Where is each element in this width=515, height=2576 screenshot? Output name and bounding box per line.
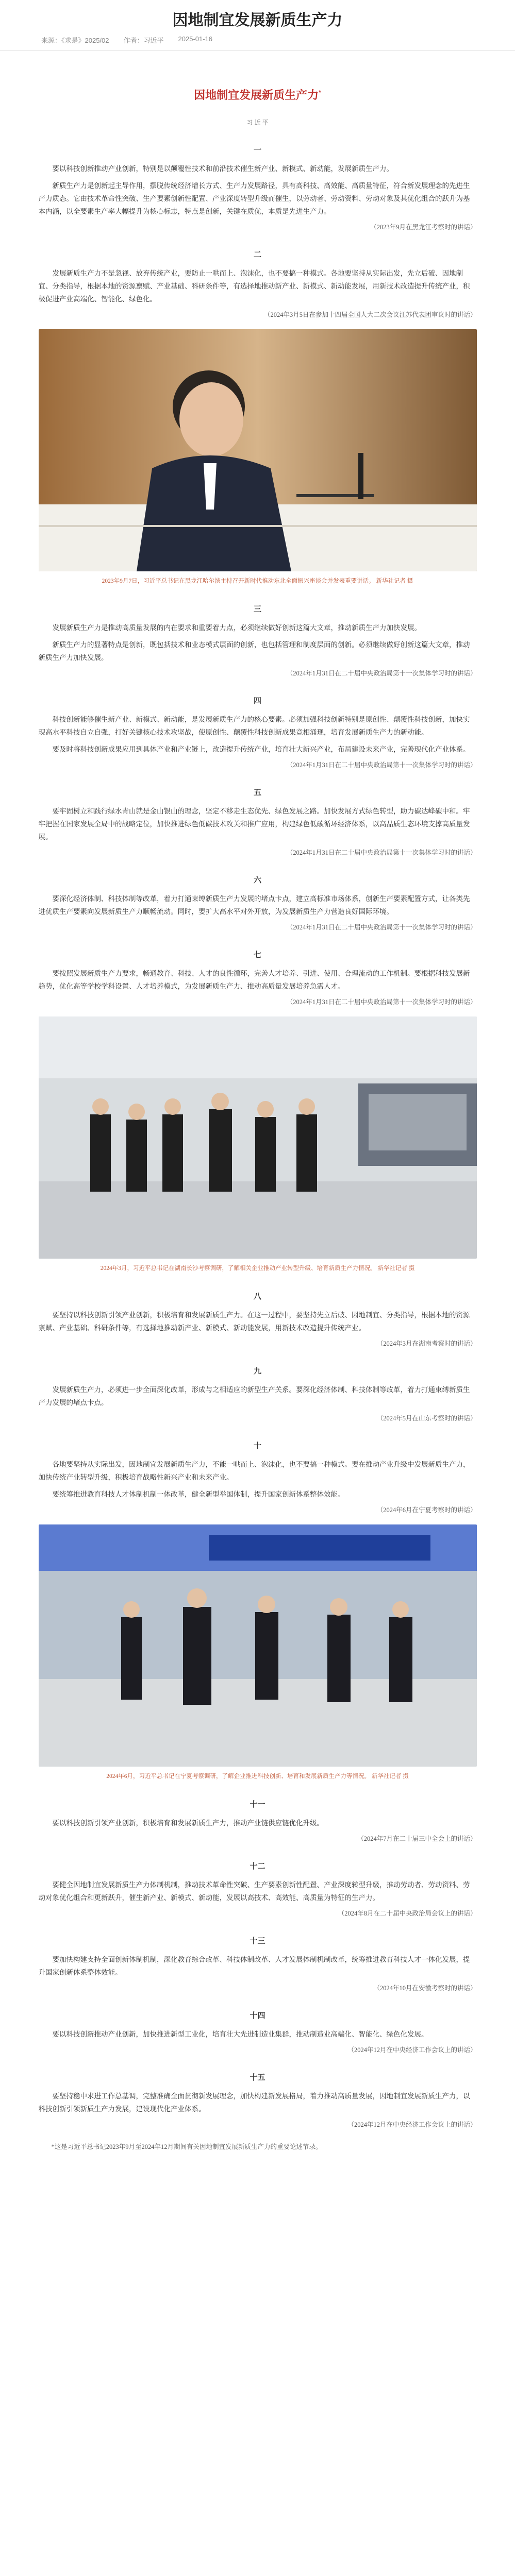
section-paragraph: 各地要坚持从实际出发，因地制宜发展新质生产力，不能一哄而上、泡沫化，也不要搞一种模式。要在推动产业升级中发展新质生产力，加快传统产业转型升级，积极培育战略性新兴产业和未来产业。 (38, 1461, 470, 1481)
section-number: 八 (253, 1293, 261, 1301)
section-source: （2024年12月在中央经济工作会议上的讲话） (347, 2046, 477, 2054)
visit-photo-icon (39, 1524, 477, 1767)
section-source: （2024年3月在湖南考察时的讲话） (376, 1340, 477, 1347)
section-number: 七 (253, 951, 261, 959)
section-paragraph: 发展新质生产力不是忽视、放弃传统产业，要防止一哄而上、泡沫化，也不要搞一种模式。各地要坚持从实际出发，先立后破、因地制宜、分类指导，根据本地的资源禀赋、产业基础、科研条件等，有选择地推动新产业、新模式、新动能发展，用新技术改造提升传统产业，积极促进产业高端化、智能化、绿色化。 (38, 269, 470, 303)
photo-meeting (39, 329, 477, 571)
section-paragraph: 发展新质生产力是推动高质量发展的内在要求和重要着力点，必须继续做好创新这篇大文章，推动新质生产力加快发展。 (52, 624, 421, 632)
section-paragraph: 要及时将科技创新成果应用到具体产业和产业链上，改造提升传统产业，培育壮大新兴产业，布局建设未来产业，完善现代化产业体系。 (52, 745, 470, 753)
section-source: （2024年1月31日在二十届中央政治局第十一次集体学习时的讲话） (286, 998, 477, 1006)
section-paragraph: 要加快构建支持全面创新体制机制，深化教育综合改革、科技体制改革、人才发展体制机制改革，统筹推进教育科技人才一体化发展，提升国家创新体系整体效能。 (38, 1956, 470, 1976)
section-number: 九 (253, 1367, 261, 1376)
section-source: （2024年5月在山东考察时的讲话） (376, 1415, 477, 1422)
section-number: 六 (253, 876, 261, 885)
page-title: 因地制宜发展新质生产力 (172, 12, 343, 29)
section-paragraph: 要深化经济体制、科技体制等改革，着力打通束缚新质生产力发展的堵点卡点，建立高标准市场体系，创新生产要素配置方式，让各类先进优质生产要素向发展新质生产力顺畅流动。同时，要扩大高水平对外开放，为发展新质生产力营造良好国际环境。 (38, 895, 470, 916)
meta-bar (0, 35, 515, 50)
section-paragraph: 要坚持以科技创新引领产业创新，积极培育和发展新质生产力。在这一过程中，要坚持先立后破、因地制宜、分类指导，根据本地的资源禀赋、产业基础、科研条件等，有选择地推动新产业、新模式、新动能发展，用新技术改造提升传统产业。 (38, 1311, 470, 1332)
sections-group-2 (39, 603, 477, 1006)
article-author: 习 近 平 (246, 119, 269, 126)
factory-photo-icon (39, 1016, 477, 1259)
section-number: 十三 (250, 1937, 265, 1945)
section-source: （2024年1月31日在二十届中央政治局第十一次集体学习时的讲话） (286, 761, 477, 769)
section-number: 十五 (250, 2074, 265, 2082)
sections-group-4 (39, 1799, 477, 2129)
section-paragraph: 新质生产力是创新起主导作用，摆脱传统经济增长方式、生产力发展路径，具有高科技、高效能、高质量特征，符合新发展理念的先进生产力质态。它由技术革命性突破、生产要素创新性配置、产业深度转型升级而催生，以劳动者、劳动资料、劳动对象及其优化组合的跃升为基本内涵，以全要素生产率大幅提升为核心标志，特点是创新，关键在质优，本质是先进生产力。 (38, 182, 470, 215)
meeting-photo-icon (39, 329, 477, 571)
section-paragraph: 要牢固树立和践行绿水青山就是金山银山的理念，坚定不移走生态优先、绿色发展之路。加快发展方式绿色转型，助力碳达峰碳中和。牢牢把握在国家发展全局中的战略定位，加快推进绿色低碳技术攻关和推广应用，构建绿色低碳循环经济体系，以高品质生态环境支撑高质量发展。 (38, 807, 470, 841)
section-paragraph: 要坚持稳中求进工作总基调，完整准确全面贯彻新发展理念，加快构建新发展格局，着力推动高质量发展，因地制宜发展新质生产力，以科技创新引领新质生产力发展，建设现代化产业体系。 (38, 2092, 470, 2113)
photo-factory (39, 1016, 477, 1259)
section-paragraph: 发展新质生产力，必须进一步全面深化改革，形成与之相适应的新型生产关系。要深化经济体制、科技体制等改革，着力打通束缚新质生产力发展的堵点卡点。 (38, 1386, 470, 1406)
section-paragraph: 要以科技创新引领产业创新，积极培育和发展新质生产力，推动产业链供应链优化升级。 (52, 1819, 324, 1827)
section-number: 十二 (250, 1862, 265, 1871)
meta-author: 作者：习近平 (123, 37, 164, 44)
section-paragraph: 要以科技创新推动产业创新，加快推进新型工业化，培育壮大先进制造业集群，推动制造业高端化、智能化、绿色化发展。 (52, 2030, 428, 2038)
section-paragraph: 要以科技创新推动产业创新，特别是以颠覆性技术和前沿技术催生新产业、新模式、新动能，发展新质生产力。 (52, 165, 393, 173)
section-source: （2023年9月在黑龙江考察时的讲话） (370, 224, 477, 231)
section-paragraph: 科技创新能够催生新产业、新模式、新动能，是发展新质生产力的核心要素。必须加强科技创新特别是原创性、颠覆性科技创新，加快实现高水平科技自立自强，打好关键核心技术攻坚战，使原创性、颠覆性科技创新成果竞相涌现，培育发展新质生产力的新动能。 (38, 716, 470, 736)
section-number: 十一 (250, 1801, 265, 1809)
photo-caption-2: 2024年3月，习近平总书记在湖南长沙考察调研，了解相关企业推动产业转型升级、培育新质生产力情况。 新华社记者 摄 (100, 1265, 415, 1272)
article-headline: 因地制宜发展新质生产力* (194, 89, 321, 101)
section-paragraph: 要统筹推进教育科技人才体制机制一体改革，健全新型举国体制，提升国家创新体系整体效能。 (52, 1490, 345, 1498)
section-paragraph: 新质生产力的显著特点是创新，既包括技术和业态模式层面的创新，也包括管理和制度层面的创新。必须继续做好创新这篇大文章，推动新质生产力加快发展。 (38, 641, 470, 662)
article-body (39, 50, 477, 2153)
section-source: （2024年8月在二十届中央政治局会议上的讲话） (338, 1910, 477, 1917)
section-source: （2024年7月在二十届三中全会上的讲话） (357, 1835, 477, 1842)
section-source: （2024年1月31日在二十届中央政治局第十一次集体学习时的讲话） (286, 670, 477, 677)
photo-caption-3: 2024年6月，习近平总书记在宁夏考察调研，了解企业推进科技创新、培育和发展新质生产力等情况。 新华社记者 摄 (106, 1773, 409, 1780)
photo-caption-1: 2023年9月7日，习近平总书记在黑龙江哈尔滨主持召开新时代推动东北全面振兴座谈会并发表重要讲话。 新华社记者 摄 (102, 578, 413, 584)
section-number: 五 (253, 789, 261, 797)
section-number: 四 (253, 697, 261, 705)
section-number: 一 (253, 146, 261, 155)
section-paragraph: 要健全因地制宜发展新质生产力体制机制，推动技术革命性突破、生产要素创新性配置、产业深度转型升级，推动劳动者、劳动资料、劳动对象优化组合和更新跃升，催生新产业、新模式、新动能，发展以高技术、高效能、高质量为特征的生产力。 (38, 1881, 470, 1902)
section-source: （2024年1月31日在二十届中央政治局第十一次集体学习时的讲话） (286, 924, 477, 931)
section-source: （2024年10月在安徽考察时的讲话） (373, 1985, 477, 1992)
footnote: *这是习近平总书记2023年9月至2024年12月期间有关因地制宜发展新质生产力的重要论述节录。 (51, 2143, 322, 2150)
sections-group-3 (39, 1291, 477, 1514)
section-source: （2024年1月31日在二十届中央政治局第十一次集体学习时的讲话） (286, 849, 477, 856)
section-source: （2024年6月在宁夏考察时的讲话） (376, 1506, 477, 1514)
section-paragraph: 要按照发展新质生产力要求，畅通教育、科技、人才的良性循环，完善人才培养、引进、使用、合理流动的工作机制。要根据科技发展新趋势，优化高等学校学科设置、人才培养模式，为发展新质生产力、推动高质量发展培养急需人才。 (38, 970, 470, 990)
sections-group-1 (39, 144, 477, 319)
section-number: 二 (253, 251, 261, 259)
section-number: 十 (253, 1442, 261, 1450)
meta-date: 2025-01-16 (178, 35, 213, 43)
section-number: 三 (253, 605, 261, 614)
section-source: （2024年12月在中央经济工作会议上的讲话） (347, 2121, 477, 2128)
section-number: 十四 (250, 2012, 265, 2020)
section-source: （2024年3月5日在参加十四届全国人大二次会议江苏代表团审议时的讲话） (263, 311, 477, 318)
photo-visit (39, 1524, 477, 1767)
meta-source: 来源：《求是》2025/02 (41, 37, 109, 44)
